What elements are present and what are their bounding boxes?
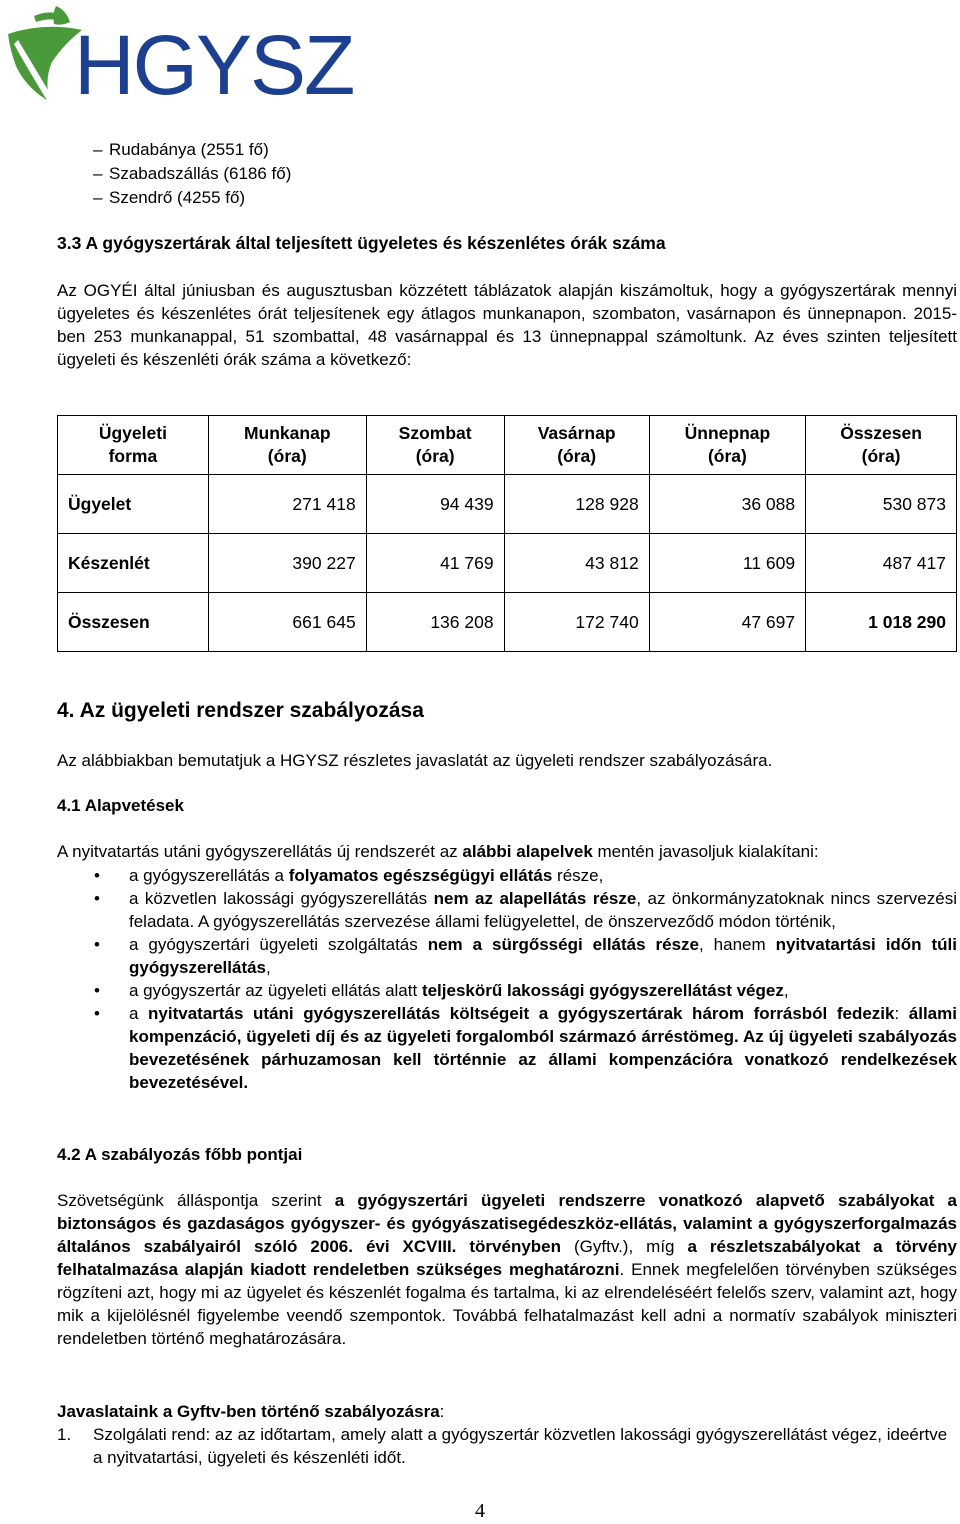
- table-cell: 41 769: [366, 534, 504, 593]
- table-cell: 43 812: [504, 534, 649, 593]
- table-row: [58, 475, 957, 534]
- table-row: [58, 534, 957, 593]
- table-cell: 487 417: [806, 534, 957, 593]
- table-cell: 47 697: [649, 593, 805, 652]
- item-number: 1.: [57, 1425, 72, 1444]
- list-item: – Szabadszállás (6186 fő): [93, 162, 291, 186]
- list-item: • a közvetlen lakossági gyógyszerellátás nem az alapellátás része, az önkormányzatoknak nincs szervezési feladata. A gyógyszerellátás szervezése állami felügyelettel, de önszerveződő módon történik,: [94, 889, 957, 931]
- list-item: • a gyógyszertári ügyeleti szolgáltatás nem a sürgősségi ellátás része, hanem nyitvatartási időn túli gyógyszerellátás,: [94, 935, 958, 977]
- section-4-2-title: 4.2 A szabályozás főbb pontjai: [57, 1145, 303, 1164]
- table-header-cell: Összesen (óra): [806, 416, 957, 475]
- bullet-icon: •: [94, 866, 100, 885]
- table-cell: 530 873: [806, 475, 957, 534]
- page-number: 4: [475, 1500, 485, 1522]
- proposal-item: [57, 1423, 957, 1469]
- list-item: • a gyógyszerellátás a folyamatos egészségügyi ellátás része,: [94, 866, 604, 885]
- table-header-cell: Ügyeleti forma: [58, 416, 209, 475]
- list-item: • a gyógyszertár az ügyeleti ellátás alatt teljeskörű lakossági gyógyszerellátást végez,: [94, 981, 789, 1000]
- table-cell: Összesen: [58, 593, 209, 652]
- table-cell: 136 208: [366, 593, 504, 652]
- logo-graphic: [4, 4, 354, 112]
- dash-icon: –: [93, 140, 103, 159]
- table-cell: 128 928: [504, 475, 649, 534]
- table-header-cell: Vasárnap (óra): [504, 416, 649, 475]
- section-4-1-title: 4.1 Alapvetések: [57, 796, 184, 815]
- dash-icon: –: [93, 164, 103, 183]
- section-4-2-paragraph: Szövetségünk álláspontja szerint a gyógyszertári ügyeleti rendszerre vonatkozó alapvető szabályokat a biztonságos és gazdaságos gyógyszer- és gyógyászatisegédeszköz-ellátás, valamint a gyógyszerforgalmazás általános szabályairól szóló 2006. évi XCVIII. törvényben (Gyftv.), míg a részletszabályokat a törvény felhatalmazása alapján kiadott rendeletben szükséges meghatározni. Ennek megfelelően törvényben szükséges rögzíteni azt, hogy mi az ügyelet és készenlét fogalma és tartalma, ki az elrendeléséért felelős szerv, valamint azt, hogy mik a kijelölésnél figyelembe veendő szempontok. Továbbá felhatalmazást kell adni a normatív szabályok miniszteri rendeletben történő meghatározására.: [57, 1191, 957, 1348]
- table-cell: 172 740: [504, 593, 649, 652]
- table-row: [58, 593, 957, 652]
- bullet-icon: •: [94, 889, 100, 908]
- table-cell: 661 645: [208, 593, 366, 652]
- table-cell: 271 418: [208, 475, 366, 534]
- item-text: Szolgálati rend: az az időtartam, amely alatt a gyógyszertár közvetlen lakossági gyógyszerellátást végez, ideértve a nyitvatartási, ügyeleti és készenléti időt.: [93, 1425, 948, 1467]
- table-header-cell: Ünnepnap (óra): [649, 416, 805, 475]
- table-cell: 11 609: [649, 534, 805, 593]
- proposal-heading: Javaslataink a Gyftv-ben történő szabályozásra:: [57, 1402, 445, 1421]
- list-item: – Szendrő (4255 fő): [93, 186, 291, 210]
- table-cell: 36 088: [649, 475, 805, 534]
- table-cell: 94 439: [366, 475, 504, 534]
- hours-table: [57, 415, 957, 652]
- dash-icon: –: [93, 188, 103, 207]
- table-header-cell: Munkanap (óra): [208, 416, 366, 475]
- section-3-3-paragraph: Az OGYÉI által júniusban és augusztusban közzétett táblázatok alapján kiszámoltuk, hogy a gyógyszertárak mennyi ügyeletes és készenlétes órát teljesítenek egy átlagos munkanapon, szombaton, vasárnapon és ünnepnapon. 2015-ben 253 munkanappal, 51 szombattal, 48 vasárnappal és 13 ünnepnappal számoltunk. Az éves szinten teljesített ügyeleti és készenléti órák száma a következő:: [57, 281, 957, 369]
- list-item: – Rudabánya (2551 fő): [93, 138, 291, 162]
- principles-list: [57, 864, 957, 1094]
- section-4-1-lead: A nyitvatartás utáni gyógyszerellátás új rendszerét az alábbi alapelvek mentén javasoljuk kialakítani:: [57, 842, 819, 861]
- table-header-row: [58, 416, 957, 475]
- table-cell: 390 227: [208, 534, 366, 593]
- hgysz-logo: [4, 4, 354, 112]
- table-cell: Készenlét: [58, 534, 209, 593]
- section-4-title: 4. Az ügyeleti rendszer szabályozása: [57, 699, 424, 722]
- section-3-3-title: 3.3 A gyógyszertárak által teljesített ügyeletes és készenlétes órák száma: [57, 233, 666, 253]
- table-cell: Ügyelet: [58, 475, 209, 534]
- town-list: [93, 138, 291, 210]
- table-header-cell: Szombat (óra): [366, 416, 504, 475]
- list-item: • a nyitvatartás utáni gyógyszerellátás költségeit a gyógyszertárak három forrásból fedezik: állami kompenzáció, ügyeleti díj és az ügyeleti forgalomból származó árréstömeg. Az új ügyeleti szabályozás bevezetésének párhuzamosan kell történnie az állami kompenzációra vonatkozó rendelkezések bevezetésével.: [94, 1004, 957, 1092]
- section-4-intro: Az alábbiakban bemutatjuk a HGYSZ részletes javaslatát az ügyeleti rendszer szabályozására.: [57, 751, 773, 770]
- bullet-icon: •: [94, 1004, 100, 1023]
- bullet-icon: •: [94, 935, 100, 954]
- logo-text: HGYSZ: [74, 18, 354, 112]
- bullet-icon: •: [94, 981, 100, 1000]
- table-cell-grand-total: 1 018 290: [806, 593, 957, 652]
